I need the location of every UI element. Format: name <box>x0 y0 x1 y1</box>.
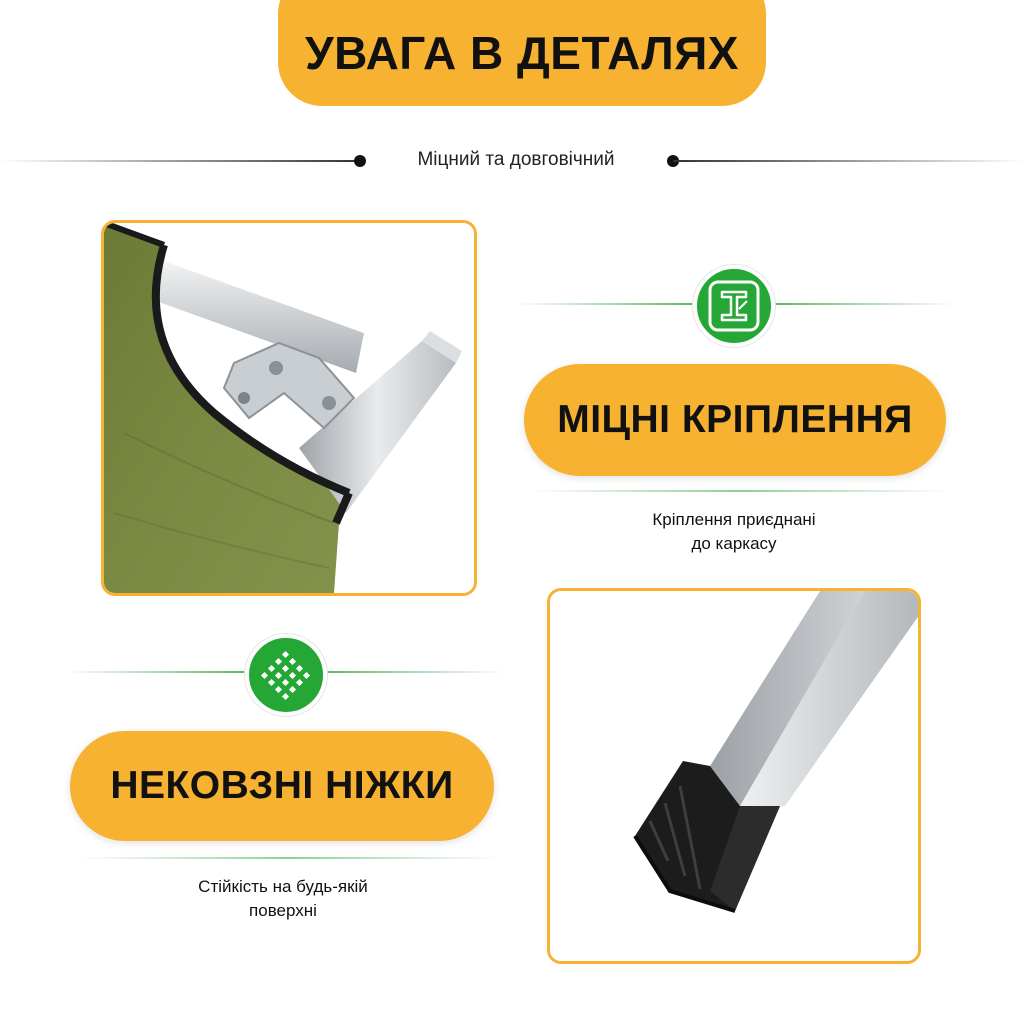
leg-foot-photo <box>547 588 921 964</box>
caption-line: Стійкість на будь-якій <box>198 877 368 896</box>
subtitle: Міцний та довговічний <box>417 149 615 170</box>
steel-beam-icon <box>693 265 775 347</box>
feature-title-mounts: МІЦНІ КРІПЛЕННЯ <box>524 364 946 476</box>
subtitle-dot-left <box>354 155 366 167</box>
subtitle-divider-left <box>0 160 360 162</box>
feature1-divider-bottom <box>530 490 950 492</box>
subtitle-divider-right <box>673 160 1024 162</box>
caption-line: до каркасу <box>691 534 777 553</box>
bracket-photo <box>101 220 477 596</box>
feature-caption-feet <box>150 875 416 923</box>
caption-line: поверхні <box>249 901 317 920</box>
feature-title-feet: НЕКОВЗНІ НІЖКИ <box>70 731 494 841</box>
feature-caption-mounts <box>600 508 868 556</box>
grip-pattern-icon <box>245 634 327 716</box>
caption-line: Кріплення приєднані <box>652 510 816 529</box>
feature2-divider-bottom <box>80 857 500 859</box>
page-title: УВАГА В ДЕТАЛЯХ <box>278 0 766 106</box>
